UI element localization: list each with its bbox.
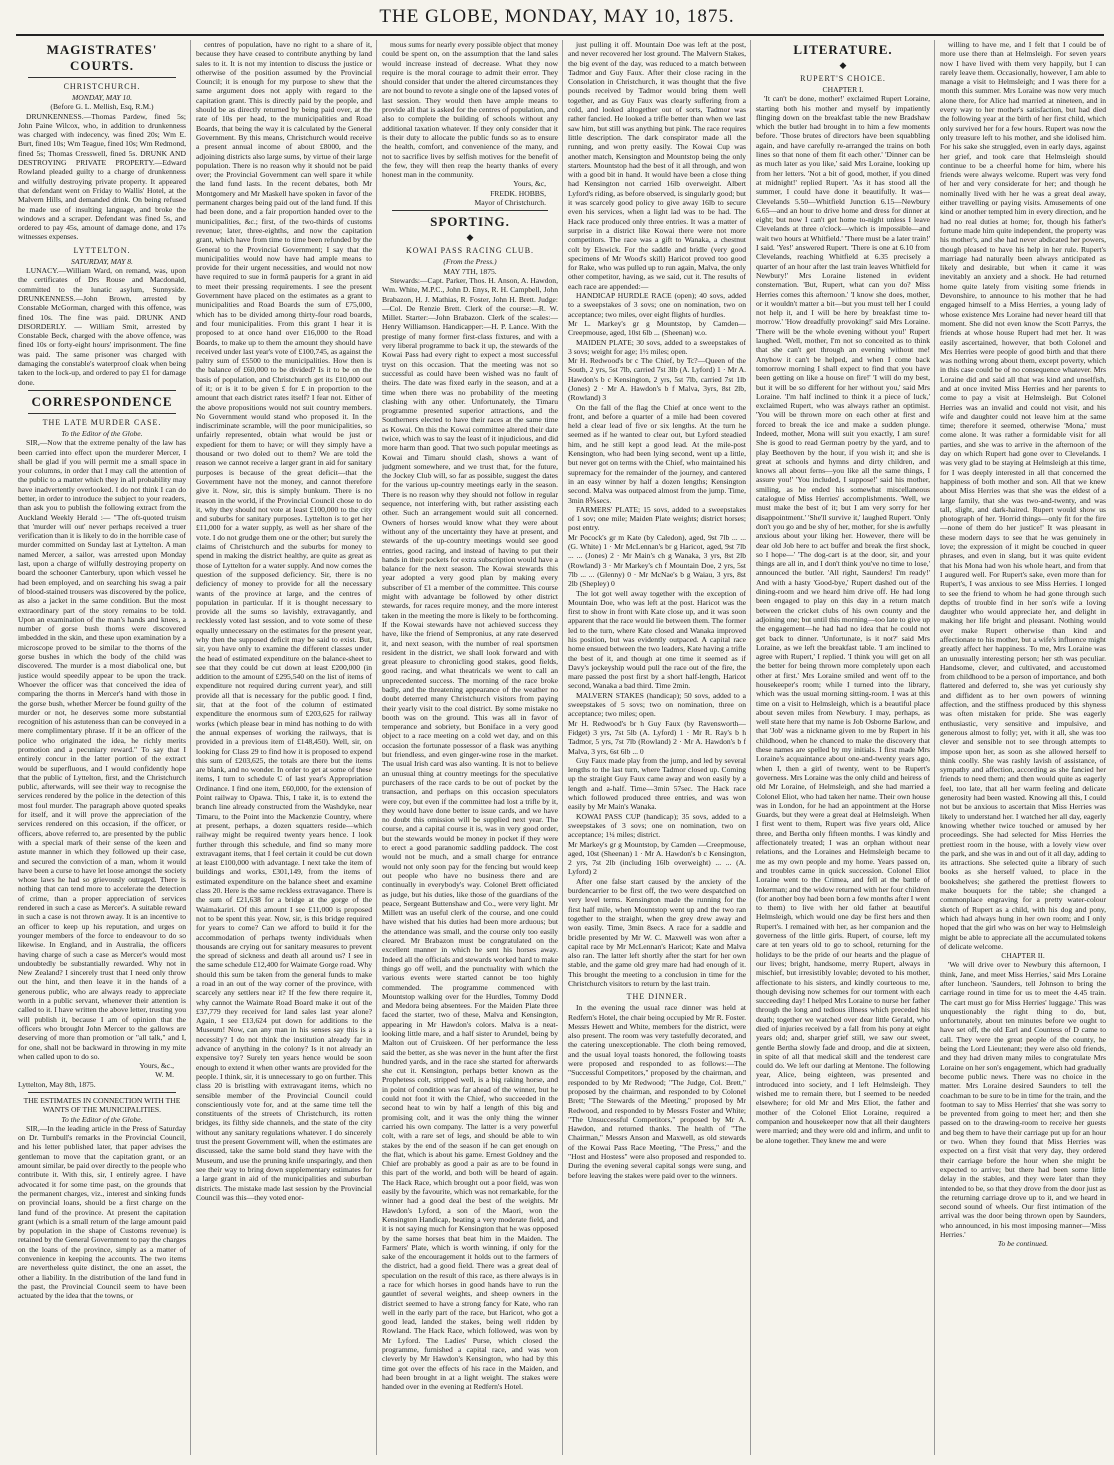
race-description: Guy Faux made play from the jump, and led by several lengths to the last turn, where Tadmor closed up. Coming up the straight Guy Faux came away and won easily by a length and a-half. Time—3min 57sec. The Hack race which followed produced three entries, and was won easily by Mr Main's Wanaka.	[568, 755, 746, 812]
race-title: FARMERS' PLATE; 15 sovs, added to a sweepstakes of 1 sov; one mile; Maiden Plate weights; district horses; post entry.	[568, 504, 746, 533]
masthead: THE GLOBE, MONDAY, MAY 10, 1875.	[379, 6, 735, 27]
race-description: The lot got well away together with the exception of Mountain Doe, who was left at the post. Haricot was the first to show in front with Kate close up, and it was soon apparent that the race would lie between them. The former led to the turn, where Kate closed and Wanaka improved his position, but was evidently outpaced. A capital race home ensued between the two leaders, Kate having a trifle the best of it, and though at one time it seemed as if Davy's jockeyship would pull the race out of the fire, the mare passed the post first by a short half-length, Haricot second, Wanaka a bad third. Time 2min.	[568, 588, 746, 691]
race-title: MAIDEN PLATE; 30 sovs, added to a sweepstakes of 3 sovs; weight for age; 1½ miles; open.	[568, 337, 746, 356]
letter-title: THE LATE MURDER CASE.	[42, 417, 162, 427]
masthead-rule	[16, 34, 1104, 36]
letter-close: Yours, &c.,	[139, 1061, 174, 1071]
heading-rule	[28, 413, 176, 414]
column-divider	[190, 40, 191, 1455]
court-date: SATURDAY, MAY 8.	[71, 256, 133, 266]
letter-salutation-line: To the Editor of the Globe.	[61, 428, 143, 438]
story-text-continued: willing to have me, and I felt that I could be of more use there than at Helmsleigh. For seven years now I have lived with them very happily, but I can rarely leave them. Occasionally, however, I am able to manage a visit to Helmsleigh; and I was there for a month this summer. Mrs Loraine was now very much alone there, for Alice had married at nineteen, and in every way to her mother's satisfaction, but had died the following year at the birth of her first child, which only survived her for a few hours. Rupert was now the only treasure left to his mother, and she idolised him. For his sake she struggled, even in early days, against her grief, and took care that Helmsleigh should continue to be a cheerful home for him, where his friends were always welcome. Rupert was very fond of her and very considerate for her; and though he nominally lived with her he was a great deal away, either travelling or paying visits. Amusements of one kind or another tempted him in every direction, and he had no real duties at home; for, though his father's fortune made him quite independent, the property was his mother's, and she had never abdicated her powers, though pleased to have his help in her rule. Rupert's marriage had naturally been always anticipated as likely and desirable, but when it came it was inevitably an anxiety and a shock. He had returned home quite lately from visiting some friends in Devonshire, to announce to his mother that he had engaged himself to a Miss Herries, a young lady of whose existence Mrs Loraine had never heard till that moment. She did not even know the Scott Parrys, the friends at whose house Rupert had met her. It was easily ascertained, however, that both Colonel and Mrs Herries were people of good birth and that there was nothing wrong about them, except poverty, which in this case could be of no consequence whatever. Mrs Loraine did and said all that was kind and unselfish, and at once invited Miss Herries and her parents to come to pay a visit at Helmsleigh. But Colonel Herries was an invalid and could not visit, and his wife and daughter could not leave him at the same time; therefore it seemed, otherwise 'Mona,' must come alone. It was rather a formidable visit for all parties, and she was to arrive in the afternoon of the day on which Rupert had gone over to Clevelands. I was very glad to be staying at Helmsleigh at this time, for I was deeply interested in all that concerned the happiness of both mother and son. All that we knew about Miss Herries was that she was the eldest of a large family, that she was two-and-twenty, and was tall, slight, and dark-haired. Rupert would show us photograph of her. 'Horrid things—only fit for the fire—none of them do her justice!' It was pleasant in these modern days to see that he was genuinely in love; the expression of it might be couched in queer phrases, and even in slang, but it was quite evident that his Mona had won his whole heart, and from that I augured well. For Rupert's sake, even more than for Rupert's, I was anxious to see Miss Herries. I longed to see the friend to whom he had gone through such depths of trouble find in her son's wife a loving daughter who would appreciate her, and delight in making her life bright and pleasant. Nothing would ever make Rupert otherwise than kind and affectionate to his mother, but a wife's influence might greatly affect her happiness. To me, Mrs Loraine was an unusually interesting person; her sth was peculiar. Handsome, clever, and cultivated, and accustomed from childhood to be a person of importance, and both flattered and deferred to, she was yet curiously shy and diffident as to her own powers of winning affection, and the stiffness produced by this shyness was often mistaken for pride. She was eagerly enthusiastic, very sensitive and impulsive, and generous almost to folly; yet, with it all, she was too clever and sensible not to see through attempts to impose upon her, as soon as she allowed herself to think coolly. She was rashly lavish of assistance, of sympathy and affection, according as she fancied her friends to need them; and then would quite as eagerly feel, too late, that all her warm feeling and delicate generosity had been wasted. Knowing all this, I could not but be anxious to ascertain that Miss Herries was likely to understand her. I watched her all day, eagerly knowing whether twice touched or amused by her proceedings. She had selected for Miss Herries the prettiest room in the house, with a lovely view over the park, and she was in and out of it all day, adding to its attractions. She selected quite a library of such books as she herself valued, to place in the bookshelves; she gathered the prettiest flowers to make bouquets for the table; she changed a commonplace engraving for a pretty water-colour sketch of Rupert as a child, with his dog and pony, which had always hung in her own room; and I only hoped that the girl who was on her way to Helmsleigh might be able to appreciate all the accumulated tokens of delicate welcome.	[940, 40, 1106, 951]
letter-title: THE ESTIMATES IN CONNECTION WITH THE WANTS OF THE MUNICIPALITIES.	[23, 1095, 181, 1115]
letter-body-continued: mous sums for nearly every possible object that money could be spent on, on the assumption that the land sales would increase instead of decrease. What they now require is the moral courage to admit their error. They should consider that under the altered circumstances they are not bound to revote a single one of the lapsed votes of last session. They would then have ample means to provide all that is asked for the centres of population, and also to complete the building of schools without any additional taxation whatever. If they only consider that it is their duty to allocate the public funds so as to ensure the health, comfort, and convenience of the many, and not to sacrifice lives by selfish motives for the benefit of the few, they will then reap the hearty thanks of every honest man in the community.	[382, 40, 558, 180]
letter-signature: W. M.	[155, 1070, 174, 1080]
continued-note: To be continued.	[997, 1239, 1049, 1249]
section-heading-correspondence: CORRESPONDENCE	[31, 393, 173, 409]
letter-body: SIR,—Now that the extreme penalty of the law has been carried into effect upon the murderer Mercer, I shall be glad if you will permit me a small space in your columns, in order that I may call the attention of the public to a matter which they in all probability may have inadvertently overlooked. I do not think I can do better, in order to introduce the subject to your readers, than ask you to publish the following extract from the Auckland Weekly Herald :— "The oft-quoted truism that 'murder will out' never perhaps received a truer verification than it is likely to do in the horrible case of murder committed on Sunday last at Lyttelton. A man named Mercer, a sailor, was arrested upon Monday last, upon a charge of wilfully destroying property on board the schooner Canterbury, upon which vessel he had been employed, and on searching his swag a pair of blood-stained trousers was discovered by the police, as also a jacket in the same condition. But the most extraordinary part of the story remains to be told. Upon an examination of the man's hands and knees, a number of gorse bush thorns were discovered imbedded in the skin, and these upon examination by a microscope proved to be similar to the thorns of the gorse bushes in which the body of the child was discovered. The murder is a most diabolical one, but justice would speedily appear to be upon the track. Whoever the officer was that conceived the idea of comparing the thorns in Mercer's hand with those in the gorse bush, whether Mercer be found guilty of the murder or not, he deserves some more substantial recognition of his astuteness than can be conveyed in a mere complimentary phrase. If it be an officer of the police who originated the idea, he richly merits promotion and a pecuniary reward." To say that I entirely concur in the latter portion of the extract would be superfluous, and I would confidently hope that the public of Lyttelton, first, and the Christchurch public, afterwards, will see their way to recognise the services rendered by the police in the detection of this most foul murder. The paragraph above quoted speaks for itself, and it will prove the appreciation of the services rendered on this occasion, if the officer, or officers, above referred to, are presented by the public with a special mark of their sense of the keen and astute manner in which they followed up their case, and secured the conviction of a man, whom it would have been a curse to have let loose amongst the society whose laws he had so grievously outraged. There is nothing that can tend more to accelerate the detection of crime, than a proper appreciation of services rendered in such a case as Mercer's. A suitable reward in such a case is not thrown away. It is an incentive to an officer to keep up his reputation, and urges on younger members of the force to endeavour to do so likewise. In England, and in Australia, the officers having charge of such a case as Mercer's would most undoubtedly be substantially rewarded. Why not in New Zealand? I sincerely trust that I need only throw out the hint, and then leave it in the hands of a generous public, who are always ready to appreciate worth in a public servant, whenever their attention is called to it. I have written the above letter, trusting you will publish it, because I am of opinion that the officers who brought John Mercer to the gallows are deserving of more than promotion or "all talk," and I, for one, shall not be backward in throwing in my mite when called upon to do so.	[18, 438, 186, 1061]
heading-rule	[28, 77, 176, 78]
heading-rule	[28, 390, 176, 391]
story-title: RUPERT'S CHOICE.	[800, 74, 886, 83]
column-3	[382, 40, 558, 1455]
letter-signature: FREDK. HOBBS,	[490, 188, 546, 198]
race-result: Mr Pocock's gr m Kate (by Caledon), aged, 9st 7lb ... ... (G. White) 1 · Mr McLennan's br g Haricot, aged, 9st 7lb ... ... (Jones) 2 · Mr Main's ch g Wanaka, 3 yrs, 8st 2lb (Rowland) 3 · Mr Markey's ch f Mountain Doe, 2 yrs, 5st 7lb ... ... (Glenny) 0 · Mr McNae's b g Waiau, 3 yrs, 8st 2lb (Shepley) 0	[568, 532, 746, 589]
column-divider	[562, 40, 563, 1455]
race-result: Mr H. Redwood's br h Guy Faux (by Ravensworth—Fidget) 3 yrs, 7st 5lb (A. Lyford) 1 · Mr R. Ray's b h Tadmor, 5 yrs, 7st 7lb (Rowland) 2 · Mr A. Hawdon's b f Malva, 3 yrs, 6st 6lb ... 0	[568, 718, 746, 756]
letter-dateline: Lyttelton, May 8th, 1875.	[18, 1079, 96, 1089]
column-divider	[750, 40, 751, 1455]
race-result: Mr Markey's gr g Mountstop, by Camden —Creepmouse, aged, 10st (Sheenan) 1 · Mr A. Hawdon's b c Kensington, 2 yrs, 7st 2lb (including 16lb overweight) ... ... (A. Lyford) 2	[568, 839, 746, 877]
ornament: ◆	[466, 232, 474, 243]
sporting-report-continued: just pulling it off. Mountain Doe was left at the post, and never recovered her lost ground. The Malvern Stakes, the big event of the day, was reduced to a match between Tadmor and Guy Faux. After their close racing in the Consolation in Christchurch, it was thought that the five pounds received by Tadmor would bring them well together, and as Guy Faux was clearly suffering from a cold, and looked altogether out of sorts, Tadmor was rather fancied. He looked a trifle better than when we last saw him, but still was anything but pink. The race requires little description. The dark conspirator made all the running, and won pretty easily. The Kowai Cup was another match, Kensington and Mountstop being the only starters. Mountstop had the best of it all through, and won with a good bit in hand. It would have been a close thing had Kensington not carried 16lb overweight. Albert Lyford's riding, as before observed, is singularly good; but it was scarcely good policy to give away 16lb to secure even his services, when a light lad was to be had. The Hack race produced only three entries. It was a matter of surprise in a district like Kowai there were not more competitors. The race was a gift to Wanaka, a chestnut colt by Elswick. For the saddle and bridle (very good specimens of Mr Wood's skill) Haricot proved too good for Rake, who was pulled up to run again, Malva, the only other competitor, having, as we said, cut it. The results of each race are appended:—	[568, 40, 746, 291]
court-before: (Before G. L. Mellish, Esq, R.M.)	[50, 102, 154, 112]
letter-salutation-line: To the Editor of the Globe.	[61, 1114, 143, 1124]
story-text: 'We will drive over to Newbury this afternoon, I think, Jane, and meet Miss Herries,' said Mrs Loraine after luncheon. 'Saunders, tell Johnson to bring the carriage round in time for us to meet the 4.45 train. The cart must go for Miss Herries' luggage.' This was unquestionably the right thing to do, but, unfortunately, about ten minutes before we ought to have set off, the old Earl and Countess of D came to call. They were the great people of the county, he being the Lord Lieutenant; they were also old friends, and they had driven many miles to congratulate Mrs Loraine on her son's engagement, which had gradually become public news. There was no choice in the matter. Mrs Loraine desired Saunders to tell the coachman to be sure to be in time for the train, and the footman to say to Miss Herries' that she was sorry to be prevented from going to meet her; and then she passed on to the drawing-room to receive her guests and beg them to have their carriage put up for an hour or two. When they found that Miss Herries was expected on a first visit that very day, they ordered their carriage before the hour when she might be expected to arrive; but there had been some little delay in the stables, and they were later than they intended to be, so that they drove from the door just as the returning carriage drove up to it, and we heard in second sound of wheels. Our first intimation of the arrival was the door being thrown open by Saunders, who announced, in his most imposing manner—'Miss Herries.'	[940, 960, 1106, 1239]
race-result: Mr L. Markey's gr g Mountstop, by Camden—Creepmouse, aged, 10st 6lb ... (Sheenan) w.o.	[568, 318, 746, 338]
column-1	[18, 40, 186, 1455]
club-title: KOWAI PASS RACING CLUB.	[405, 246, 535, 256]
story-text: 'It can't be done, mother!' exclaimed Rupert Loraine, starting both his mother and myself by impatiently flinging down on the breakfast table the new Bradshaw which the butler had brought in to him a few moments before. 'Those brutes of directors have been squabbling again, and have carefully re-arranged the trains on both lines so that none of them fit each other.' 'Dinner can be as much later as you like,' said Mrs Loraine, looking up from her letters. 'Not a bit of good, mother, if you dined at midnight!' replied Rupert. 'As it has stood all the summer, I could have done it beautifully. It was—Clevelands 5.50—Whitfield Junction 6.15—Newbury 6.65—and an hour to drive home and dress for dinner at eight; but now I can't get home to-night unless I leave Clevelands at three o'clock—which is impossible—and wait two hours at Whitfield.' 'There must be a later train!' I said. 'Yes!' answered Rupert. 'There is one at 6.10 from Clevelands, reaching Whitfield at 6.35 precisely a quarter of an hour after the last train leaves Whitfield for Newbury!' Mrs Loraine listened in evident consternation. 'But, Rupert, what can you do? Miss Herries comes this afternoon.' 'I know she does, mother, or it wouldn't matter a bit—but you must tell her I could not help it, and I will be here by breakfast time to-morrow.' 'How dreadfully provoking!' said Mrs Loraine. 'There will be the whole evening without you!' Rupert laughed. 'Well, mother, I'm not so conceited as to think that she can't get through an evening without me! Anyhow it can't be helped, and when I come back tomorrow morning I shall expect to find that you have been getting on like a house on fire!' 'I will do my best, but it will be so different for her without you,' said Mrs Loraine. 'I'm half inclined to think it a piece of luck,' exclaimed Rupert, who was always rather an optimist. 'You will be thrown more on each other at first and forced to break the ice and make a sudden plunge. Indeed, mother, Mona will suit you exactly, I am sure! She is good to read German poetry by the yard, and to play Beethoven by the hour, if you wish it; and she is great at schools and hymns and dirty children, and knows all about ferns—you like all the same things, I assure you!' 'You included, I suppose!' said his mother, smiling, as he ended his somewhat miscellaneous catalogue of Miss Herries' accomplishments. 'Well, we must make the best of it; but I am very sorry for her disappointment.' 'She'll survive it,' laughed Rupert. 'Only don't you go and be shy of her, mother, for she is awfully anxious about your liking her. However, there will be dear old Job here to act buffer and break the first shock, so I hope—' 'The dog-cart is at the door, sir, and your things are all in, and I don't think you've no time to lose,' announced the butler. 'All right, Saunders! I'm ready!' And with a hasty 'Good-bye,' Rupert dashed out of the dining-room and we heard him drive off. He had long been engaged to play on this day in a return match between the cricket clubs of his own county and the adjoining one; but until this morning—too late to give up the engagement—he had had no idea that he could not get back to dinner. 'Unfortunate, is it not?' said Mrs Loraine, as we left the breakfast table. 'I am inclined to agree with Rupert,' I replied. 'I think you will get on all the better for being thrown more completely upon each other at first.' Mrs Loraine smiled and went off to the housekeeper's room; while I turned into the library, which was the usual morning sitting-room. I was at this time on a visit to Helmsleigh, which is a beautiful place about seven miles from Newbury. I may, perhaps, as well state here that my name is Job Osborne Barlow, and that 'Job' was a nickname given to me by Rupert in his childhood, when he chanced to make the discovery that these names are spelled by my initials. I first made Mrs Loraine's acquaintance about one-and-twenty years ago, when I, then a girl of twenty, went to be Rupert's governess. Mrs Loraine was the only child and heiress of old Mr Loraine, of Helmsleigh, and she had married a Colonel Eliot, who had taken her name. Their own house was in London, for he had an appointment at the Horse Guards, but they were a great deal at Helmsleigh. When I first went to them, Rupert was five years old, Alice three, and Bertha only fifteen months. I was kindly and affectionately treated; I was an orphan without near relations, and the Loraines and Helmsleigh became to me as my own people and my home. Years passed on, and troubles came in quick succession. Colonel Eliot Loraine went to the Crimea, and fell at the battle of Inkerman; and the widow returned with her four children (for another boy had been born a few months after I went to them) to live with her old father at beautiful Helmsleigh, which would one day be first hers and then Rupert's. I remained with her, as her companion and the governess of the little girls. Rupert, of course, left my care at ten years old to go to school, returning for the holidays to be the pride of our hearts and the plague of our lives; bright, handsome, merry Rupert, always in mischief, but irresistibly lovable; devoted to his mother, affectionate to his sisters, and kindly courteous to me, though devising now schemes for our torment with each succeeding day! I helped Mrs Loraine to nurse her father through the long and tedious illness which preceded his death; together we watched over dear little Gerald, who died of injuries received by a fall from his pony at eight years old; and, sharper grief still, we saw our sweet, gentle Bertha slowly fade and droop, and die at sixteen, in spite of all that medical skill and the tenderest care could do. We left our darling at Mentone. The following year, Alice, being eighteen, was presented and introduced into society, and I left Helmsleigh. They wished me to remain there, but I seemed to be needed elsewhere; for old Mr and Mrs Eliot, the father and mother of the Colonel Eliot Loraine, required a companion and housekeeper now that all their daughters were married; and they were old and infirm, and unfit to be alone together. They knew me and were	[756, 94, 930, 1145]
section-heading-sporting: SPORTING.	[430, 214, 510, 230]
dinner-heading: THE DINNER.	[626, 992, 688, 1002]
column-4	[568, 40, 746, 1455]
ornament: ◆	[839, 60, 847, 70]
court-report: LUNACY.—William Ward, on remand, was, upon the certificates of Drs Rouse and Macdonald, committed to the lunatic asylum, Sunnyside. DRUNKENNESS.—John Brown, arrested by Constable McGorman, charged with this offence, was fined 10s. The fine was paid. DRUNK AND DISORDERLY. — William Smit, arrested by Constable Beck, charged with the above offence, was fined 10s or forty-eight hours' imprisonment. The fine was paid. The same prisoner was charged with damaging the constable's waterproof cloak when being taken to the lock-up, and ordered to pay £1 for damage done.	[18, 266, 186, 387]
column-divider	[934, 40, 935, 1455]
section-heading-magistrates: MAGISTRATES' COURTS.	[46, 42, 158, 73]
chapter-heading: CHAPTER I.	[822, 85, 864, 94]
race-title: KOWAI PASS CUP (handicap); 35 sovs, added to a sweepstakes of 3 sovs; one on nomination, two on acceptance; 1¼ miles; district.	[568, 811, 746, 840]
race-description: After one false start caused by the anxiety of the burdencarrier to be first off, the two were despatched on very level terms. Kensington made the running for the first half mile, when Mountstop went up and the two ran together to the straight, when the grey drew away and won easily. Time, 3min 8secs. A race for a saddle and bridle presented by Mr W. C. Maxwell was won after a capital race by Mr McLennan's Haricot; Kate and Malva also ran. The latter left shortly after the start for her own stable, and the game old grey mare had had enough of it. This brought the meeting to a conclusion in time for the Christchurch visitors to return by the last train.	[568, 876, 746, 988]
section-heading-literature: LITERATURE.	[793, 42, 893, 57]
heading-rule	[392, 210, 548, 211]
place-heading: LYTTELTON.	[73, 245, 131, 255]
column-5	[756, 40, 930, 1455]
report-date: MAY 7TH, 1875.	[443, 266, 497, 276]
letter-body-continued: centres of population, have no right to a share of it, because they have ceased to contribute anything by land sales to it. It is not my intention to discuss the justice or otherwise of the position assumed by the Provincial Council; it is enough for my purpose to shew that the same argument does not apply with regard to the capitation grant. This is directly paid by the people, and should be as directly returned by being paid over, at the rate of 10s per head, to the municipalities and Road Boards, that being the way it is calculated by the General Government. By this means, Christchurch would receive a present annual income of about £8000, and the adjoining districts also large sums, by virtue of their large population. There is no reason why it should not be paid over; the Provincial Government can well spare it while the land fund lasts. In the recent debates, both Mr Montgomery and Mr Maskell have spoken in favor of the permanent charges being paid out of the land fund. If this had been done, and a fair proportion handed over to the municipalities, &c.; first, of the two-thirds of customs revenue; later, three-eighths, and now the capitation grant, which have from time to time been refunded by the General to the Provincial Government; I say that the municipalities would now have had ample means to provide for their urgent necessities, and would not now have required to sue in formâ pauperis for a grant in aid to meet their pressing requirements. I see the present Government have placed on the estimates as a grant to municipalities and Road Boards the sum of £75,000, which has to be divided among thirty-four road boards, and four municipalities. From this grant I hear it is proposed to at once hand over £16,000 to the Road Boards, to make up to them the amount they should have received under last year's vote of £100,745, as against the paltry sum of £5500 to the municipalities. How then is the balance of £60,000 to be divided? Is it to be on the basis of population, and Christchurch get its £10,000 out of it; or is it to be given £ for £ in proportion to the amount that each district rates itself? I fear not. Either of the above propositions would not suit country members. No Government would stand who proposed it. In the indiscriminate scramble, will the poor municipalities, so unfairly represented, obtain what would be just or expedient for them to have; or will they simply have a thousand or two doled out to them? We are told the reason we cannot receive a larger grant in aid for sanitary purposes is because of the great deficit—that the Government have not the money, and cannot therefore give it. Now, sir, this is simply bunkum. There is no reason in the world, if the Provincial Council chose to do it, why they should not vote at least £100,000 to the city and suburbs for sanitary purposes. Lyttelton is to get her £11,000 for a water supply, as well as her share of the vote. I do not grudge them one or the other; but surely the claims of Christchurch and the suburbs for money to spend in making the district healthy, are quite as great as those of Lyttelton for a water supply. And now comes the question of the supposed deficiency. Sir, there is no deficiency of money to provide for all the necessary wants of the province at large, and the centres of population in particular. If it is thought necessary to provide all the sums so lavishly, extravagantly, and recklessly voted last session, and to vote some of these equally unnecessary on the estimates for the present year, why then the supposed deficit may be said to exist. But, sir, you have only to examine the different classes under the head of estimated expenditure on the balance-sheet to see that they could be cut down at least £200,000 (in addition to the amount of £295,540 on the list of items of expenditure not required during current year), and still provide all that is necessary for the public good. I find, sir, that at the foot of the column of estimated expenditure the enormous sum of £203,625 for railway works (which please bear in mind has nothing to do with the annual expenses of working the railways, that is provided in a previous item of £148,450). Well, sir, on looking for Class 29 to find how it is proposed to expend this sum of £203,625, the totals are there but the items are blank, and no wonder. In order to get at some of these items, I turn to schedule C of last year's Appropriation Ordinance. I find one item, £60,000, for the extension of Point railway to Opawa. This, I take it, is to extend the branch line already constructed from the Washdyke, near Timaru, to the Point into the Mackenzie Country, where at present, perhaps, a dozen squatters reside—which railway might be required twenty years hence. I look further through this schedule, and find so many more extravagant items, that I feel certain it could be cut down at least £100,000 with advantage. I next take the item of buildings and works, £301,149, from the items of estimated expenditure on the balance sheet and examine class 20. Here is the same reckless extravagance. There is the sum of £21,638 for a bridge at the gorge of the Waimakariri. Of this amount I see £11,000 is proposed not to be spent this year. Now, sir, is this bridge required for years to come? Can we afford to build it for the accommodation of perhaps twenty individuals when thousands are crying out for sanitary measures to prevent the spread of sickness and death all around us? I see in the same schedule £12,400 for Waimate Gorge road. Why should this sum be taken from the general funds to make a road in an out of the way corner of the province, with scarcely any settlers near it? If the few there require it, why cannot the Waimate Road Board make it out of the £37,779 they received for land sales last year alone? Again, I see £13,624 put down for additions to the Museum! Now, can any man in his senses say this is a necessity? I do not think the institution already far in advance of anything in the colony? Is it not already an expensive toy? Surely ten years hence would be soon enough to extend it when other wants are provided for the people. I think, sir, it is unnecessary to go on further. This class 20 is bristling with extravagant items, which no sensible member of the Provincial Council could conscientiously vote for, and at the same time tell the constituents of the streets of Christchurch, its rotten bridges, its filthy side channels, and the state of the city without any sanitary regulations whatever. I do sincerely trust the present Government will, when the estimates are discussed, take the same bold stand they have with the Museum, and use the pruning knife unsparingly, and then see their way to bring down supplementary estimates for a large grant in aid of the municipalities and suburban districts. The mistake made last session by the Provincial Council was this—they voted enor-	[196, 40, 372, 1202]
column-2	[196, 40, 372, 1455]
letter-body: SIR,—In the leading article in the Press of Saturday on Dr. Turnbull's remarks in the Provincial Council, and his letter published later, that paper advises the gentleman to move that the capitation grant, or an amount similar, be paid over directly to the people who contribute it. With this, sir, I entirely agree. I have advocated it for some time past, on the grounds that the permanent charges, viz., interest and sinking funds on provincial loans, should be a first charge on the land fund of the province. At present the capitation grant (which is a small return of the large amount paid by population in the shape of Customs revenue) is retained by the General Government to pay the charges on the loans of the province, simply as a matter of convenience in keeping the accounts. The two items are nevertheless quite distinct, the one an asset, the other a liability. In the distribution of the land fund in the past, the Provincial Council seem to have been actuated by the idea that the towns, or	[18, 1123, 186, 1301]
heading-rule	[28, 1092, 176, 1093]
race-title: MALVERN STAKES (handicap); 50 sovs, added to a sweepstakes of 5 sovs; two on nomination, three on acceptance; two miles; open.	[568, 690, 746, 719]
column-6	[940, 40, 1106, 1455]
chapter-heading: CHAPTER II.	[1001, 951, 1045, 961]
letter-signature-title: Mayor of Christchurch.	[474, 198, 546, 208]
letter-close: Yours, &c,	[513, 179, 546, 189]
place-heading: CHRISTCHURCH.	[63, 82, 141, 91]
race-result: Mr H. Redwood's br c The Chief, by Tc?—Queen of the South, 2 yrs, 5st 7lb, carried 7st 3lb (A. Lyford) 1 · Mr A. Hawdon's b c Kensington, 2 yrs, 5st 7lb, carried 7st 1lb (Jones) 2 · Mr A. Hawdon's b f Malva, 3yrs, 8st 2lb, (Rowland) 3	[568, 356, 746, 403]
column-divider	[376, 40, 377, 1455]
court-report: DRUNKENNESS.—Thomas Pardew, fined 5s; John Paine Wilcox, who, in addition to drunkenness was charged with indecency, was fined 20s; Wm E. Burt, fined 10s; Wm Teague, fined 10s; Wm Redmond, fined 5s; Thomas Cresswell, fined 5s. DRUNK AND DESTROYING PRIVATE PROPERTY.—Edward Rowland pleaded guilty to a charge of drunkenness and wilfully destroying private property. It appeared that defendant went on Friday to Wallis' Hotel, at the Malvern Hills, and demanded drink. On being refused he made use of insulting language, and broke the windows and a scraper. Defendant was fined 5s, and ordered to pay 45s, amount of damage done, and 17s witnesses expenses.	[18, 111, 186, 242]
race-description: On the fall of the flag the Chief at once went to the front, and before a quarter of a mile had been covered held a clear lead of five or six lengths. At the turn he seemed as if he wanted to clear out, but Lyford steadied him, and he still kept a good lead. At the mile-post Kensington, who had been lying second, went up a little, but never got on terms with the Chief, who maintained his supremacy for the remainder of the journey, and cantered in an easy winner by half a dozen lengths; Kensington second. Malva was outpaced almost from the jump. Time, 3min 8⅗secs.	[568, 402, 746, 505]
dinner-report: In the evening the usual race dinner was held at Redfern's Hotel, the chair being occupied by Mr R. Foster. Messrs Hewett and White, members for the district, were also present. The room was very tastefully decorated, and the catering unexceptionable. The cloth being removed, and the usual loyal toasts honored, the following toasts were proposed and responded to as follows:—The "Successful Competitors," proposed by the chairman, and responded to by Mr Redwood; "The Judge, Col. Brett," proposed by the chairman, and responded to by Colonel Brett; "The Stewards of the Meeting," proposed by Mr Redwood, and responded to by Messrs Foster and White; "The Unsuccessful Competitors," proposed by Mr A. Hawdon, and returned thanks. The health of "The Chairman," Messrs Anson and Maxwell, as old stewards of the Kowai Pass Race Meeting, "The Press," and the "Host and Hostess" were also proposed and responded to. During the evening several capital songs were sung, and before leaving the stakes were paid over to the winners.	[568, 1003, 746, 1180]
race-title: HANDICAP HURDLE RACE (open); 40 sovs, added to a sweepstakes of 3 sovs; one on nomination, two on acceptance; two miles, over eight flights of hurdles.	[568, 291, 746, 319]
sporting-report: Stewards:—Capt. Parker, Thos. H. Anson, A. Hawdon, Wm. White, M.P.C., John D. Enys, R. H. Campbell, John Brabazon, H. J. Mathias, R. Foster, John H. Brett. Judge: —Col. De Renzie Brett. Clerk of the course:—R. W. Millet. Starter:—John Brabazon. Clerk of the scales:—Henry Williamson. Handicapper:—H. P. Lance. With the prestige of many former first-class fixtures, and with a very liberal programme to back it up, the stewards of the Kowai Pass had every right to expect a most successful tryst on this occasion. That the meeting was not so successful as could have been wished was no fault of theirs. The date was fixed early in the season, and at a time when there was no probability of the meeting clashing with any other. Unfortunately, the Timaru programme presented superior attractions, and the Southerners elected to have their races at the same time as Kowai. On this the Kowai committee altered their date twice, which was to say the least of it injudicious, and did more harm than good. That two such popular meetings as Kowai and Timaru should clash, shows a want of judgment somewhere, and we trust that, for the future, the Jockey Club will, so far as possible, suggest the dates for the various up-country meetings early in the season. There is no reason why they should not follow in regular sequence, not interfering with, but rather assisting each other. Such an arrangement would suit all concerned. Owners of horses would know what they were about without any of the uncertainty they have at present, and stewards of the up-country meetings would see good entries, good racing, and instead of having to put their hands in their pockets for extra subscription would have a balance for the next season. The Kowai stewards this year adopted a very good plan by making every subscriber of £1 a member of the committee. This course might with advantage be followed by other district stewards, for races require money, and the more interest taken in the meeting the more is likely to be forthcoming. If the Kowai stewards have not achieved success they have, like the friend of Sempronius, at any rate deserved it, and next season, with the number of real sportsmen resident in the district, we shall look forward and with great pleasure to chronicling good stakes, good fields, good racing, and what theatricals we went to call an unprecedented success. The morning of the race broke badly, and the threatening appearance of the weather no doubt deterred many Christchurch visitors from paying their yearly visit to the coal district. By some mistake no booth was on the ground. This was all in favor of temperance and sobriety, but Boniface in a very good object to a race meeting on a cold wet day, and on this occasion the fortunate possessor of a flask was anything but friendless, and even ginger-wine rose in the market. The usual Irish card was also wanting. It is not to believe an unusual thing at country meetings for the speculative purchasers of the race cards to be out of pocket by the transaction, and perhaps on this occasion speculators were coy, but even if the committee had lost a trifle by it, they would have done better to issue cards, and we have no doubt this omission will be supplied next year. The course, and a capital course it is, was in very good order, but the stewards would be money in pocket if they were to erect a good paranomic saddling paddock. The cost would not be much, and a small charge for entrance would not only soon pay for the fencing but would keep out people who have no business there and are continually in everybody's way. Colonel Brett officiated as judge, but his duties, like those of the guardians of the peace, Sergeant Buttenshaw and Co., were very light. Mr Millett was an useful clerk of the course, and one could have wished that his duties had been more arduous; but the attendance was small, and the course only too easily cleared. Mr Brabazon must be congratulated on the excellent manner in which he sent his horses away. Indeed all the officials and stewards worked hard to make things go off well, and the punctuality with which the various events were started cannot be too highly commended. The programme commenced with Mountstop walking over for the Hurdles, Tommy Dodd and Medora being absentees. For the Maiden Plate three faced the starter, two of these, Malva and Kensington, appearing in Mr Hawdon's colors. Malva is a neat-looking little mare, and a half sister to Arundel, being by Malton out of Cruiskeen. Of her performance the less said the better, as she was never in the hunt after the first hundred yards, and in the race she started for afterwards she cut it. Kensington, perhaps better known as the Prophetess colt, stripped well, is a big raking horse, and in point of condition was far ahead of the winner, but he could not foot it with the Chief, who succeeded in the second heat to win by half a length of this big and promising colt, and it was the only thing the winner carried his own company. The latter is a very powerful colt, with a rare set of legs, and should be able to win stakes by the end of the season if he can get enough on the flat, which is about his game. Ernest Goldney and the Chief are probably as good a pair as are to be found in this part of the world, and both will be heard of again. The Hack Race, which brought out a poor field, was won easily by the favourite, which was not remarkable, for the winner had a good deal the best of the weights. Mr Hawdon's Lyford, a son of the Maori, won the Kensington Handicap, beating a very moderate field, and it is not saying much for Kensington that he was opposed by the same horses that beat him in the Maiden. The Farmers' Plate, which is worth winning, if only for the sake of the encouragement it holds out to the farmers of the district, had a good field. There was a great deal of speculation on the result of this race, as there always is in a race for which horses in good hands have to run the gauntlet of several weights, and sheep owners in the district seemed to have a strong fancy for Kate, who ran well in the early part of the race, but Haricot, who got a good lead, landed the stakes, being well ridden by Rowland. The Hack Race, which followed, was won by Mr Lyford. The Ladies' Purse, which closed the programme, furnished a capital race, and was won cleverly by Mr Hawdon's Kensington, who had by this time got over the effects of his race in the Maiden, and had been brought in at a light weight. The stakes were handed over in the evening at Redfern's Hotel.	[382, 275, 558, 1392]
source-note: (From the Press.)	[443, 257, 497, 267]
court-date: MONDAY, MAY 10.	[71, 93, 133, 102]
